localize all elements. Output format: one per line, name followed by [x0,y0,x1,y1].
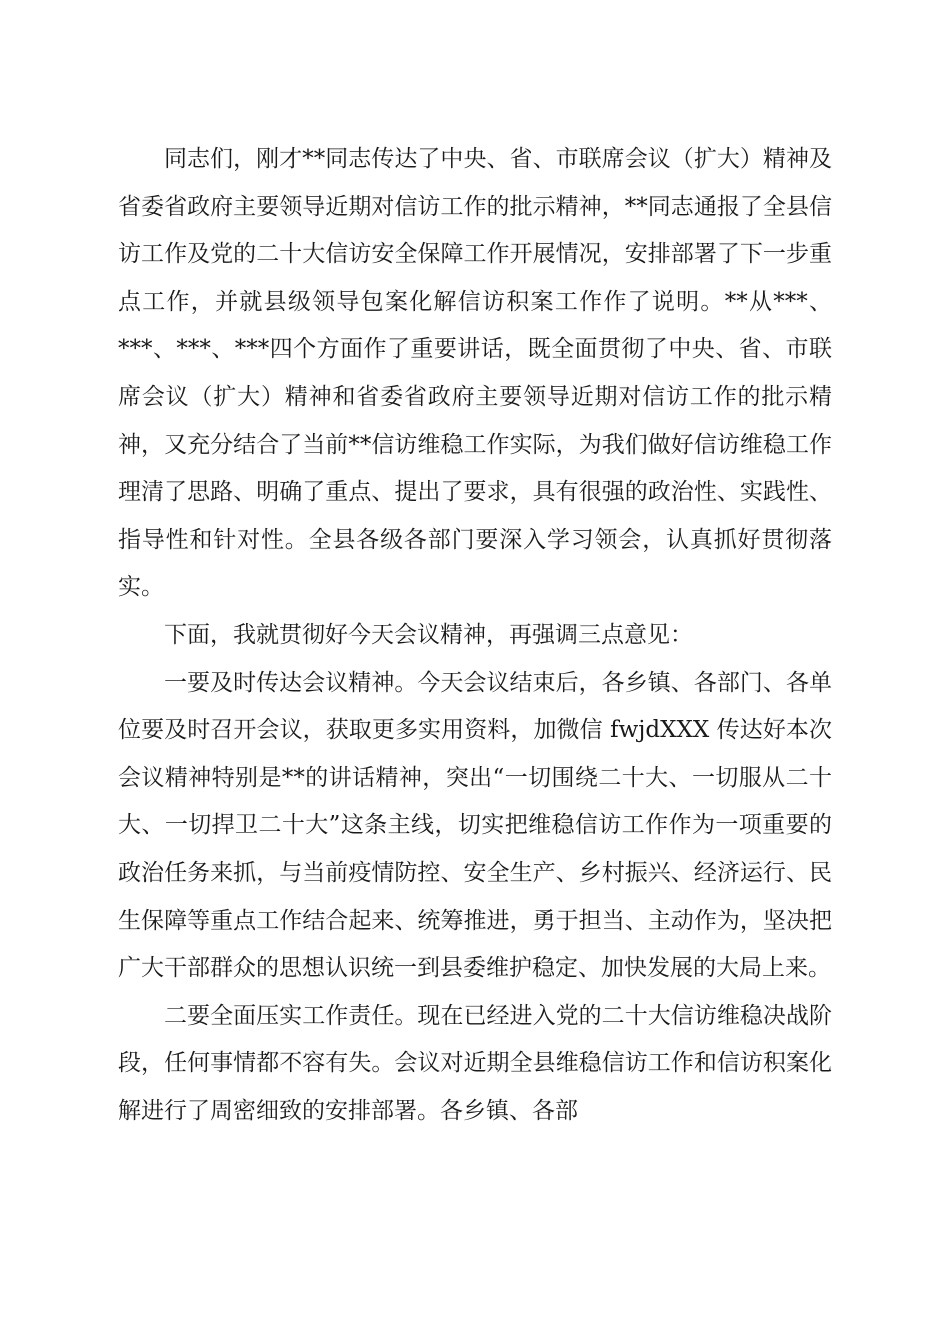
paragraph-point-one: 一要及时传达会议精神。今天会议结束后，各乡镇、各部门、各单位要及时召开会议，获取更多实用资料，加微信 fwjdXXX 传达好本次会议精神特别是**的讲话精神，突出“一切围绕二十大、一切服从二十大、一切捍卫二十大”这条主线，切实把维稳信访工作作为一项重要的政治任务来抓，与当前疫情防控、安全生产、乡村振兴、经济运行、民生保障等重点工作结合起来、统筹推进，勇于担当、主动作为，坚决把广大干部群众的思想认识统一到县委维护稳定、加快发展的大局上来。 [118,669,832,982]
paragraph-transition: 下面，我就贯彻好今天会议精神，再强调三点意见： [164,621,693,648]
paragraph-opening: 同志们，刚才**同志传达了中央、省、市联席会议（扩大）精神及省委省政府主要领导近期对信访工作的批示精神，**同志通报了全县信访工作及党的二十大信访安全保障工作开展情况，安排部署了下一步重点工作，并就县级领导包案化解信访积案工作作了说明。**从***、***、***、***四个方面作了重要讲话，既全面贯彻了中央、省、市联席会议（扩大）精神和省委省政府主要领导近期对信访工作的批示精神，又充分结合了当前**信访维稳工作实际，为我们做好信访维稳工作理清了思路、明确了重点、提出了要求，具有很强的政治性、实践性、指导性和针对性。全县各级各部门要深入学习领会，认真抓好贯彻落实。 [118,146,832,601]
paragraph-point-two: 二要全面压实工作责任。现在已经进入党的二十大信访维稳决战阶段，任何事情都不容有失。会议对近期全县维稳信访工作和信访积案化解进行了周密细致的安排部署。各乡镇、各部 [118,1002,832,1124]
document-body [118,136,832,1135]
